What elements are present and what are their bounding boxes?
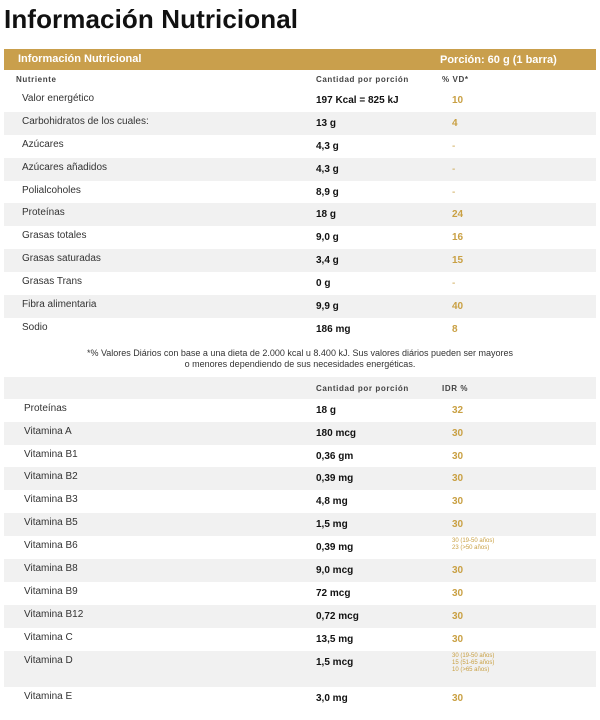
- footnote-line-1: *% Valores Diários con base a una dieta de 2.000 kcal u 8.400 kJ. Sus valores diários pueden ser mayores: [86, 347, 514, 358]
- table-row: [4, 490, 596, 513]
- table-row: [4, 559, 596, 582]
- table-header-bar: [4, 49, 596, 70]
- col-amount: Cantidad por porción: [316, 75, 409, 84]
- vitamin-idr: [452, 538, 494, 552]
- vitamin-name: Vitamina E: [24, 690, 73, 702]
- nutrient-dv: 10: [452, 95, 464, 106]
- vitamin-idr: 30: [452, 633, 464, 645]
- table-row: [4, 158, 596, 181]
- nutrient-name: Polialcoholes: [22, 184, 81, 196]
- nutrient-dv: 8: [452, 323, 458, 335]
- nutrient-amount: 197 Kcal = 825 kJ: [316, 95, 399, 106]
- vitamin-table: [4, 399, 596, 710]
- table-row: [4, 605, 596, 628]
- vitamin-name: Vitamina B6: [24, 540, 78, 552]
- table-row: [4, 467, 596, 490]
- vitamin-name: Vitamina B12: [24, 608, 84, 620]
- nutrient-dv: -: [452, 163, 456, 175]
- vitamin-name: Vitamina D: [24, 654, 73, 666]
- nutrient-dv: 15: [452, 255, 464, 267]
- table-row: [4, 445, 596, 468]
- nutrient-dv: -: [452, 140, 456, 152]
- idr-line: 30 (19-50 años): [452, 652, 495, 659]
- nutrient-dv: 16: [452, 232, 464, 244]
- vitamin-amount: 3,0 mg: [316, 692, 348, 704]
- nutrition-panel: [4, 49, 596, 709]
- nutrient-name: Fibra alimentaria: [22, 299, 97, 311]
- idr-line: 15 (51-65 años): [452, 659, 495, 666]
- table-row: [4, 687, 596, 710]
- col-dv: % VD*: [442, 75, 469, 84]
- nutrient-name: Grasas totales: [22, 230, 87, 242]
- nutrient-dv: -: [452, 186, 456, 198]
- vitamin-idr: 32: [452, 404, 464, 416]
- vitamin-name: Proteínas: [24, 402, 67, 414]
- nutrient-name: Sodio: [22, 321, 48, 333]
- col-idr: IDR %: [442, 383, 469, 393]
- vitamin-amount: 18 g: [316, 404, 337, 416]
- nutrient-amount: 4,3 g: [316, 140, 339, 152]
- footnote-line-2: o menores dependiendo de sus necesidades energéticas.: [184, 358, 416, 369]
- vitamin-amount: 0,39 mg: [316, 473, 354, 485]
- vitamin-idr: 30: [452, 496, 464, 508]
- table-row: [4, 181, 596, 204]
- table-row: [4, 112, 596, 135]
- vitamin-amount: 0,39 mg: [316, 542, 354, 554]
- table-row: [4, 249, 596, 272]
- nutrient-dv: 40: [452, 301, 464, 313]
- vitamin-name: Vitamina C: [24, 631, 73, 643]
- nutrient-name: Azúcares añadidos: [22, 161, 108, 173]
- nutrient-dv: 4: [452, 117, 458, 129]
- vitamin-idr: 30: [452, 565, 464, 577]
- nutrient-amount: 186 mg: [316, 323, 351, 335]
- table-row: [4, 272, 596, 295]
- vitamin-idr: 30: [452, 610, 464, 622]
- nutrient-amount: 18 g: [316, 209, 337, 221]
- table-row: [4, 582, 596, 605]
- table-row: [4, 203, 596, 226]
- nutrient-dv: -: [452, 278, 456, 290]
- vitamin-idr: 30: [452, 473, 464, 485]
- table-row: [4, 628, 596, 651]
- vitamin-amount: 1,5 mcg: [316, 656, 354, 668]
- idr-line: 30 (19-50 años): [452, 538, 495, 545]
- vitamin-amount: 0,36 gm: [316, 450, 354, 462]
- nutrient-name: Grasas Trans: [22, 276, 83, 288]
- nutrient-amount: 13 g: [316, 117, 337, 129]
- nutrient-name: Carbohidratos de los cuales:: [22, 115, 149, 127]
- vitamin-idr: 30: [452, 519, 464, 531]
- table-header-title: Información Nutricional: [18, 53, 142, 65]
- vitamin-idr: 30: [452, 587, 464, 599]
- table-row: [4, 135, 596, 158]
- portion-label: Porción: 60 g (1 barra): [440, 54, 557, 66]
- vitamin-amount: 1,5 mg: [316, 519, 348, 531]
- table-row: [4, 513, 596, 536]
- col-nutrient: Nutriente: [16, 75, 57, 84]
- page-title: Información Nutricional: [4, 4, 299, 34]
- vitamin-amount: 72 mcg: [316, 587, 351, 599]
- nutrient-amount: 9,0 g: [316, 232, 339, 244]
- col-amount-2: Cantidad por porción: [316, 383, 409, 393]
- vitamin-name: Vitamina A: [24, 425, 72, 437]
- idr-line: 10 (>65 años): [452, 666, 490, 673]
- footnote: [4, 341, 596, 377]
- vitamin-idr: 30: [452, 692, 464, 704]
- vitamin-name: Vitamina B8: [24, 563, 78, 575]
- nutrient-table: [4, 89, 596, 341]
- column-headers: [4, 70, 596, 89]
- vitamin-name: Vitamina B2: [24, 471, 78, 483]
- table-row: [4, 89, 596, 112]
- table-row: [4, 536, 596, 559]
- vitamin-amount: 4,8 mg: [316, 496, 348, 508]
- table-row: [4, 295, 596, 318]
- nutrient-name: Azúcares: [22, 138, 64, 150]
- table-row: [4, 651, 596, 687]
- table-row: [4, 318, 596, 341]
- nutrient-amount: 0 g: [316, 278, 331, 290]
- vitamin-amount: 180 mcg: [316, 427, 357, 439]
- vitamin-idr: [452, 653, 494, 674]
- nutrient-name: Grasas saturadas: [22, 253, 101, 265]
- vitamin-name: Vitamina B3: [24, 494, 78, 506]
- table-row: [4, 226, 596, 249]
- vitamin-column-headers: [4, 377, 596, 399]
- vitamin-idr: 30: [452, 450, 464, 462]
- vitamin-name: Vitamina B9: [24, 585, 78, 597]
- nutrient-name: Valor energético: [22, 93, 95, 104]
- vitamin-name: Vitamina B5: [24, 517, 78, 529]
- table-row: [4, 422, 596, 445]
- vitamin-name: Vitamina B1: [24, 448, 78, 460]
- nutrient-amount: 3,4 g: [316, 255, 339, 267]
- nutrient-amount: 8,9 g: [316, 186, 339, 198]
- idr-line: 23 (>50 años): [452, 545, 490, 552]
- nutrient-dv: 24: [452, 209, 464, 221]
- nutrient-amount: 9,9 g: [316, 301, 339, 313]
- vitamin-amount: 9,0 mcg: [316, 565, 354, 577]
- table-row: [4, 399, 596, 422]
- nutrient-amount: 4,3 g: [316, 163, 339, 175]
- vitamin-amount: 0,72 mcg: [316, 610, 359, 622]
- vitamin-idr: 30: [452, 427, 464, 439]
- vitamin-amount: 13,5 mg: [316, 633, 354, 645]
- nutrient-name: Proteínas: [22, 207, 65, 219]
